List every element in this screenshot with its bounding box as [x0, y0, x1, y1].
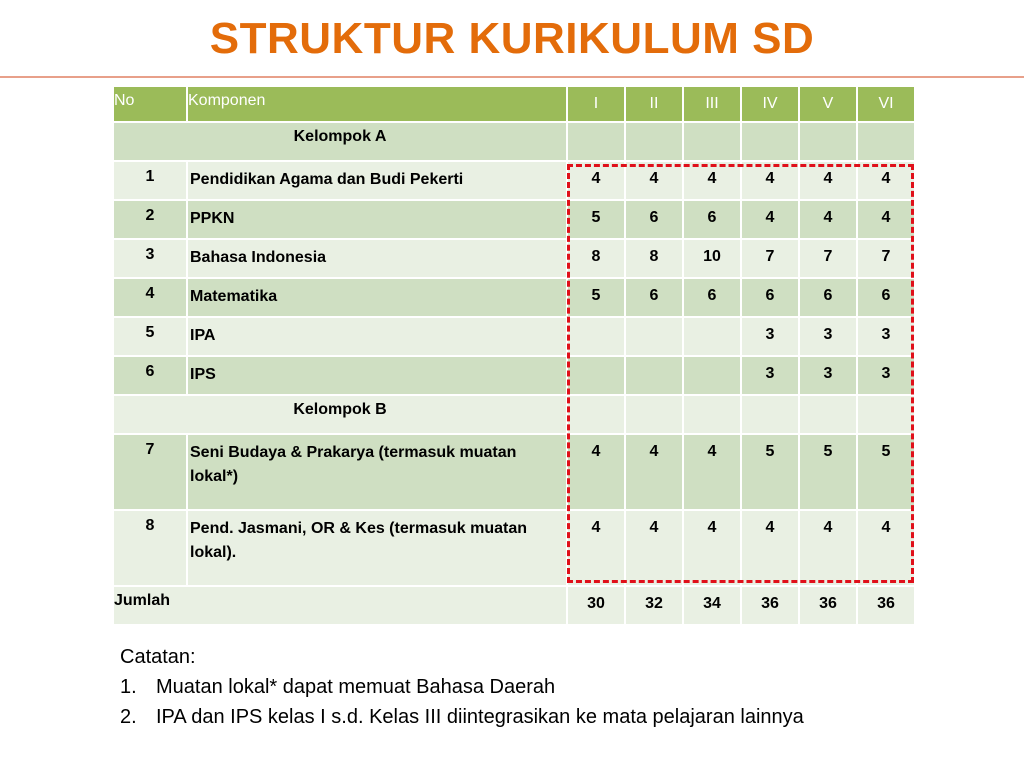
hours-cell: 4 [741, 200, 799, 239]
hours-cell: 6 [683, 278, 741, 317]
header-grade: VI [857, 86, 915, 122]
hours-cell [683, 356, 741, 395]
total-value: 34 [683, 586, 741, 625]
hours-cell: 4 [799, 200, 857, 239]
row-number: 8 [113, 510, 187, 586]
subject-name: Pend. Jasmani, OR & Kes (termasuk muatan lokal). [187, 510, 567, 586]
hours-cell [625, 356, 683, 395]
hours-cell: 6 [625, 200, 683, 239]
page-title: STRUKTUR KURIKULUM SD [209, 14, 815, 63]
table-row [113, 200, 915, 239]
hours-cell: 4 [567, 161, 625, 200]
hours-cell: 7 [741, 239, 799, 278]
total-row [113, 586, 915, 625]
hours-cell [625, 317, 683, 356]
hours-cell: 6 [683, 200, 741, 239]
header-no: No [113, 86, 187, 122]
table-row [113, 278, 915, 317]
total-value: 32 [625, 586, 683, 625]
hours-cell: 6 [625, 278, 683, 317]
hours-cell: 10 [683, 239, 741, 278]
row-number: 7 [113, 434, 187, 510]
hours-cell: 8 [567, 239, 625, 278]
hours-cell [567, 317, 625, 356]
note-number: 2. [120, 706, 137, 728]
hours-cell: 3 [857, 317, 915, 356]
header-grade: II [625, 86, 683, 122]
hours-cell: 7 [857, 239, 915, 278]
total-value: 30 [567, 586, 625, 625]
hours-cell: 4 [857, 200, 915, 239]
hours-cell: 4 [683, 161, 741, 200]
subject-name: Matematika [187, 278, 567, 317]
total-value: 36 [857, 586, 915, 625]
hours-cell: 5 [741, 434, 799, 510]
table-row [113, 161, 915, 200]
hours-cell: 4 [625, 161, 683, 200]
header-grade: V [799, 86, 857, 122]
row-number: 2 [113, 200, 187, 239]
hours-cell: 6 [857, 278, 915, 317]
hours-cell: 8 [625, 239, 683, 278]
notes-section [120, 642, 804, 732]
subject-name: PPKN [187, 200, 567, 239]
hours-cell: 5 [567, 278, 625, 317]
total-value: 36 [799, 586, 857, 625]
hours-cell: 4 [567, 434, 625, 510]
title-divider [0, 76, 1024, 78]
hours-cell: 6 [799, 278, 857, 317]
note-text: Muatan lokal* dapat memuat Bahasa Daerah [156, 676, 556, 698]
hours-cell: 4 [625, 510, 683, 586]
table-row [113, 510, 915, 586]
hours-cell: 4 [625, 434, 683, 510]
hours-cell [567, 356, 625, 395]
hours-cell: 4 [567, 510, 625, 586]
note-text: IPA dan IPS kelas I s.d. Kelas III diintegrasikan ke mata pelajaran lainnya [156, 706, 804, 728]
hours-cell: 4 [857, 510, 915, 586]
notes-heading: Catatan: [120, 646, 196, 668]
header-grade: IV [741, 86, 799, 122]
subject-name: Seni Budaya & Prakarya (termasuk muatan lokal*) [187, 434, 567, 510]
hours-cell: 5 [567, 200, 625, 239]
hours-cell: 7 [799, 239, 857, 278]
subject-name: Bahasa Indonesia [187, 239, 567, 278]
row-number: 4 [113, 278, 187, 317]
total-value: 36 [741, 586, 799, 625]
table-header-row [113, 86, 915, 122]
group-label: Kelompok B [113, 395, 567, 434]
hours-cell: 3 [741, 356, 799, 395]
hours-cell: 3 [741, 317, 799, 356]
total-label: Jumlah [113, 586, 567, 625]
hours-cell: 3 [799, 317, 857, 356]
hours-cell: 4 [799, 161, 857, 200]
row-number: 5 [113, 317, 187, 356]
row-number: 3 [113, 239, 187, 278]
hours-cell: 4 [683, 434, 741, 510]
hours-cell: 5 [799, 434, 857, 510]
row-number: 1 [113, 161, 187, 200]
table-row [113, 317, 915, 356]
table-row [113, 239, 915, 278]
row-number: 6 [113, 356, 187, 395]
table-row [113, 356, 915, 395]
subject-name: IPA [187, 317, 567, 356]
hours-cell: 6 [741, 278, 799, 317]
hours-cell: 4 [799, 510, 857, 586]
group-row [113, 122, 915, 161]
hours-cell: 4 [741, 161, 799, 200]
header-komponen: Komponen [187, 86, 567, 122]
group-row [113, 395, 915, 434]
note-number: 1. [120, 676, 137, 698]
group-label: Kelompok A [113, 122, 567, 161]
curriculum-table [112, 85, 916, 626]
hours-cell: 5 [857, 434, 915, 510]
note-item [120, 672, 804, 702]
hours-cell: 4 [857, 161, 915, 200]
table-row [113, 434, 915, 510]
hours-cell [683, 317, 741, 356]
note-item [120, 702, 804, 732]
subject-name: Pendidikan Agama dan Budi Pekerti [187, 161, 567, 200]
header-grade: III [683, 86, 741, 122]
hours-cell: 3 [799, 356, 857, 395]
hours-cell: 4 [741, 510, 799, 586]
subject-name: IPS [187, 356, 567, 395]
header-grade: I [567, 86, 625, 122]
hours-cell: 4 [683, 510, 741, 586]
hours-cell: 3 [857, 356, 915, 395]
